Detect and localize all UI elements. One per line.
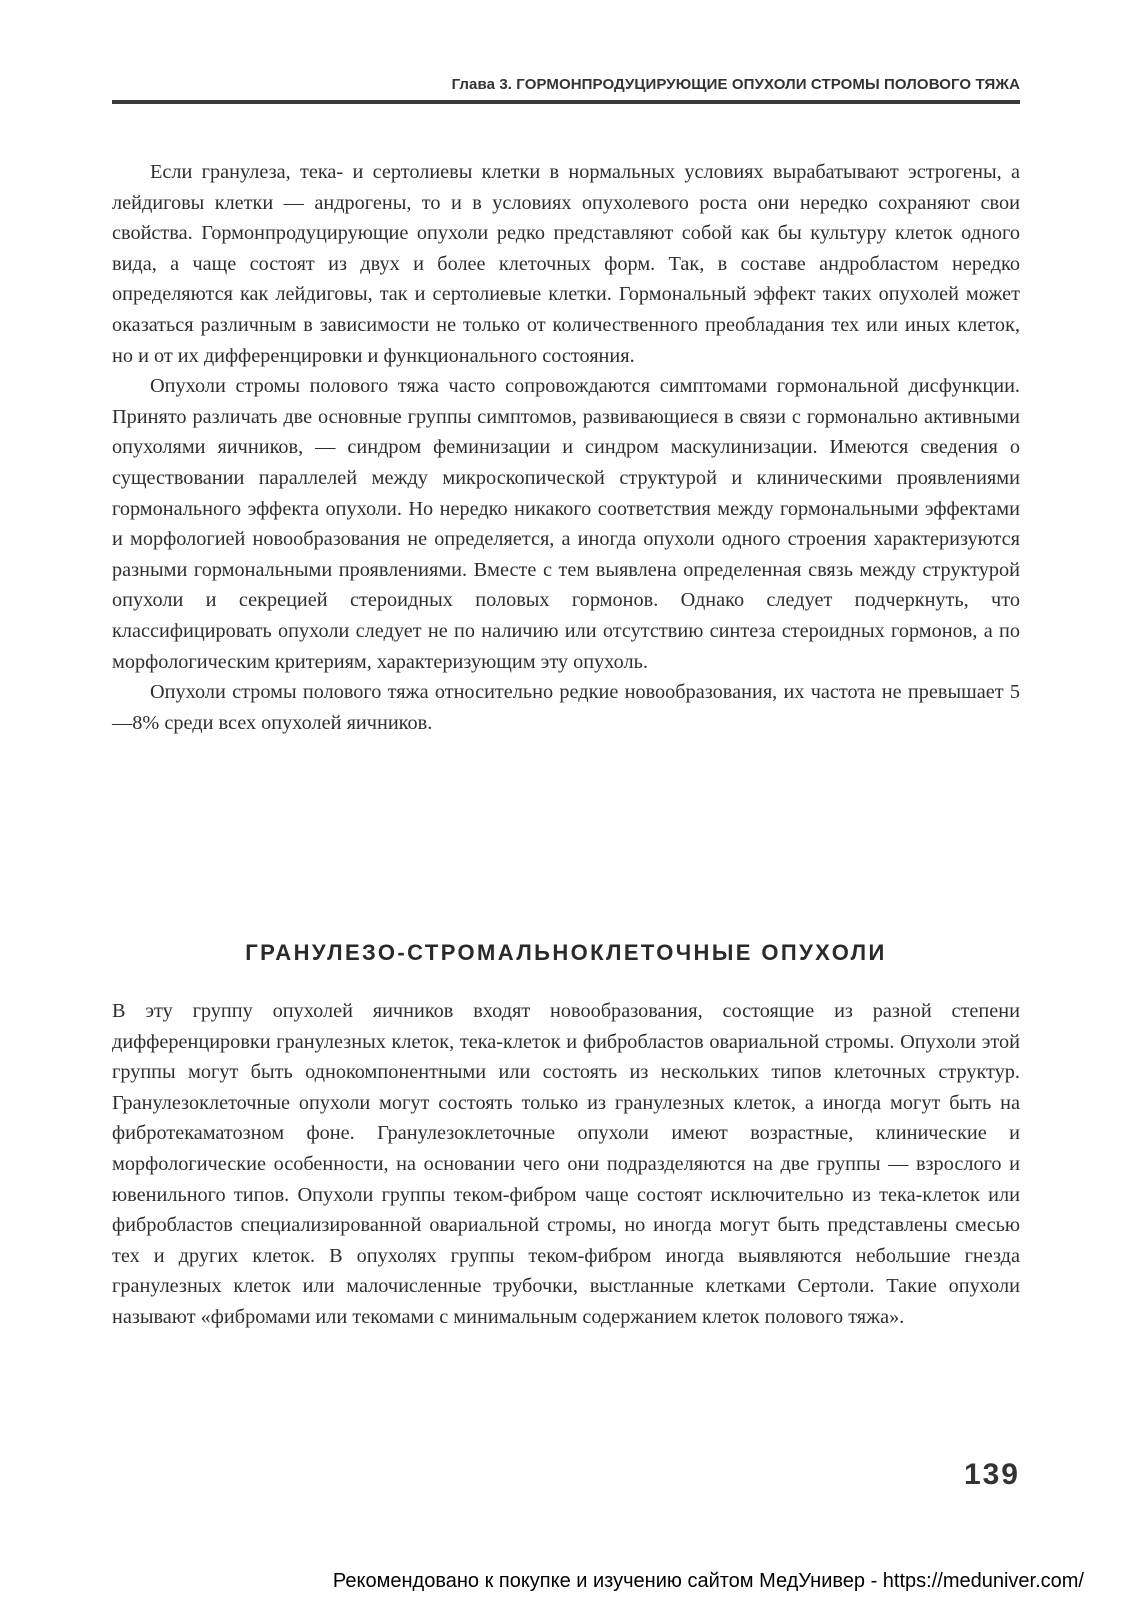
section-text-block: [112, 996, 1020, 1333]
footer-recommendation-note: Рекомендовано к покупке и изучению сайтом МедУнивер - https://meduniver.com/: [332, 1570, 1084, 1592]
running-header: Глава 3. ГОРМОНПРОДУЦИРУЮЩИЕ ОПУХОЛИ СТРОМЫ ПОЛОВОГО ТЯЖА: [451, 76, 1020, 93]
paragraph: В эту группу опухолей яичников входят новообразования, состоящие из разной степени дифференцировки гранулезных клеток, тека-клеток и фибробластов овариальной стромы. Опухоли этой группы могут быть однокомпонентными или состоять из нескольких типов клеточных структур. Гранулезоклеточные опухоли могут состоять только из гранулезных клеток, а иногда могут быть на фибротекаматозном фоне. Гранулезоклеточные опухоли имеют возрастные, клинические и морфологические особенности, на основании чего они подразделяются на две группы — взрослого и ювенильного типов. Опухоли группы теком-фибром чаще состоят исключительно из тека-клеток или фибробластов специализированной овариальной стромы, но иногда могут быть представлены смесью тех и других клеток. В опухолях группы теком-фибром иногда выявляются небольшие гнезда гранулезных клеток или малочисленные трубочки, выстланные клетками Сертоли. Такие опухоли называют «фибромами или текомами с минимальным содержанием клеток полового тяжа».: [112, 1000, 1020, 1328]
paragraph: Опухоли стромы полового тяжа относительно редкие новообразования, их частота не превышает 5—8% среди всех опухолей яичников.: [112, 681, 1020, 734]
paragraph: Если гранулеза, тека- и сертолиевы клетки в нормальных условиях вырабатывают эстрогены, а лейдиговы клетки — андрогены, то и в условиях опухолевого роста они нередко сохраняют свои свойства. Гормонпродуцирующие опухоли редко представляют собой как бы культуру клеток одного вида, а чаще состоят из двух и более клеточных форм. Так, в составе андробластом нередко определяются как лейдиговы, так и сертолиевые клетки. Гормональный эффект таких опухолей может оказаться различным в зависимости не только от количественного преобладания тех или иных клеток, но и от их дифференцировки и функционального состояния.: [112, 161, 1020, 367]
header-rule: [112, 100, 1020, 104]
section-heading: ГРАНУЛЕЗО-СТРОМАЛЬНОКЛЕТОЧНЫЕ ОПУХОЛИ: [245, 940, 887, 965]
page-number: 139: [963, 1458, 1020, 1491]
paragraph: Опухоли стромы полового тяжа часто сопровождаются симптомами гормональной дисфункции. Принято различать две основные группы симптомов, развивающиеся в связи с гормонально активными опухолями яичников, — синдром феминизации и синдром маскулинизации. Имеются сведения о существовании параллелей между микроскопической структурой и клиническими проявлениями гормонального эффекта опухоли. Но нередко никакого соответствия между гормональными эффектами и морфологией новообразования не определяется, а иногда опухоли одного строения характеризуются разными гормональными проявлениями. Вместе с тем выявлена определенная связь между структурой опухоли и секрецией стероидных половых гормонов. Однако следует подчеркнуть, что классифицировать опухоли следует не по наличию или отсутствию синтеза стероидных гормонов, а по морфологическим критериям, характеризующим эту опухоль.: [112, 375, 1020, 673]
body-text-block: [112, 157, 1020, 738]
